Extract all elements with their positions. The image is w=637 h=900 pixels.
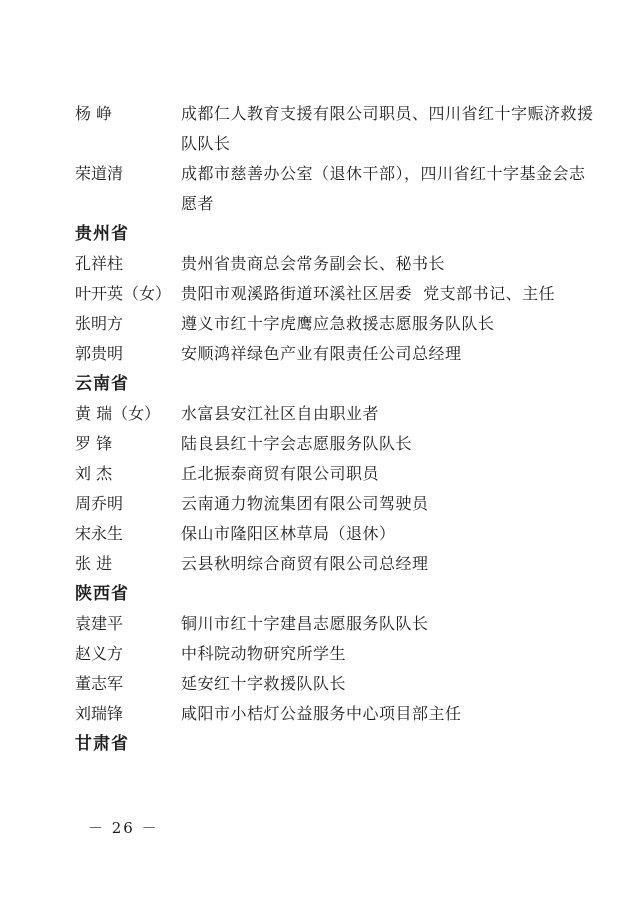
person-entry — [75, 249, 595, 279]
person-name: 孔祥柱 — [75, 254, 124, 273]
province-heading: 陕西省 — [75, 584, 129, 604]
person-entry — [75, 549, 595, 579]
person-name: 刘瑞锋 — [75, 704, 124, 723]
person-name: 袁建平 — [75, 614, 124, 633]
person-name: 周乔明 — [75, 494, 124, 513]
person-description: 陆良县红十字会志愿服务队队长 — [181, 434, 413, 453]
person-entry — [75, 609, 595, 639]
person-name: 刘 杰 — [75, 464, 113, 483]
person-name: 张明方 — [75, 314, 124, 333]
person-name: 董志军 — [75, 674, 124, 693]
person-entry — [75, 279, 595, 309]
person-entry — [75, 639, 595, 669]
person-description: 水富县安江社区自由职业者 — [181, 404, 380, 423]
person-entry — [75, 309, 595, 339]
person-entry — [75, 459, 595, 489]
person-description: 铜川市红十字建昌志愿服务队队长 — [181, 614, 429, 633]
person-description: 中科院动物研究所学生 — [181, 644, 347, 663]
person-description: 丘北振泰商贸有限公司职员 — [181, 464, 380, 483]
person-entry — [75, 489, 595, 519]
person-description: 咸阳市小桔灯公益服务中心项目部主任 — [181, 704, 462, 723]
person-entry — [75, 399, 595, 429]
person-name: 郭贵明 — [75, 344, 124, 363]
person-description: 成都市慈善办公室（退休干部），四川省红十字基金会志愿者 — [181, 164, 586, 213]
province-heading: 云南省 — [75, 374, 129, 394]
province-heading: 甘肃省 — [75, 734, 129, 754]
person-name: 宋永生 — [75, 524, 124, 543]
page-number: － 26 － — [88, 819, 159, 837]
person-description: 贵阳市观溪路街道环溪社区居委 党支部书记、主任 — [181, 284, 556, 303]
person-name: 黄 瑞（女） — [75, 404, 161, 423]
person-name: 罗 锋 — [75, 434, 113, 453]
person-description: 安顺鸿祥绿色产业有限责任公司总经理 — [181, 344, 462, 363]
person-name: 荣道清 — [75, 164, 124, 183]
person-name: 张 进 — [75, 554, 113, 573]
person-name: 叶开英（女） — [75, 284, 172, 303]
person-description: 成都仁人教育支援有限公司职员、四川省红十字赈济救援队队长 — [181, 104, 594, 153]
person-description: 云南通力物流集团有限公司驾驶员 — [181, 494, 429, 513]
person-entry — [75, 339, 595, 369]
province-heading: 贵州省 — [75, 224, 129, 244]
person-entry — [75, 159, 595, 219]
person-entry — [75, 669, 595, 699]
person-entry — [75, 519, 595, 549]
person-entry — [75, 99, 595, 159]
person-description: 遵义市红十字虎鹰应急救援志愿服务队队长 — [181, 314, 495, 333]
person-description: 保山市隆阳区林草局（退休） — [181, 524, 396, 543]
person-description: 云县秋明综合商贸有限公司总经理 — [181, 554, 429, 573]
person-entry — [75, 699, 595, 729]
honoree-list — [75, 99, 595, 759]
person-description: 延安红十字救援队队长 — [181, 674, 347, 693]
person-name: 赵义方 — [75, 644, 124, 663]
person-name: 杨 峥 — [75, 104, 113, 123]
person-description: 贵州省贵商总会常务副会长、秘书长 — [181, 254, 446, 273]
person-entry — [75, 429, 595, 459]
